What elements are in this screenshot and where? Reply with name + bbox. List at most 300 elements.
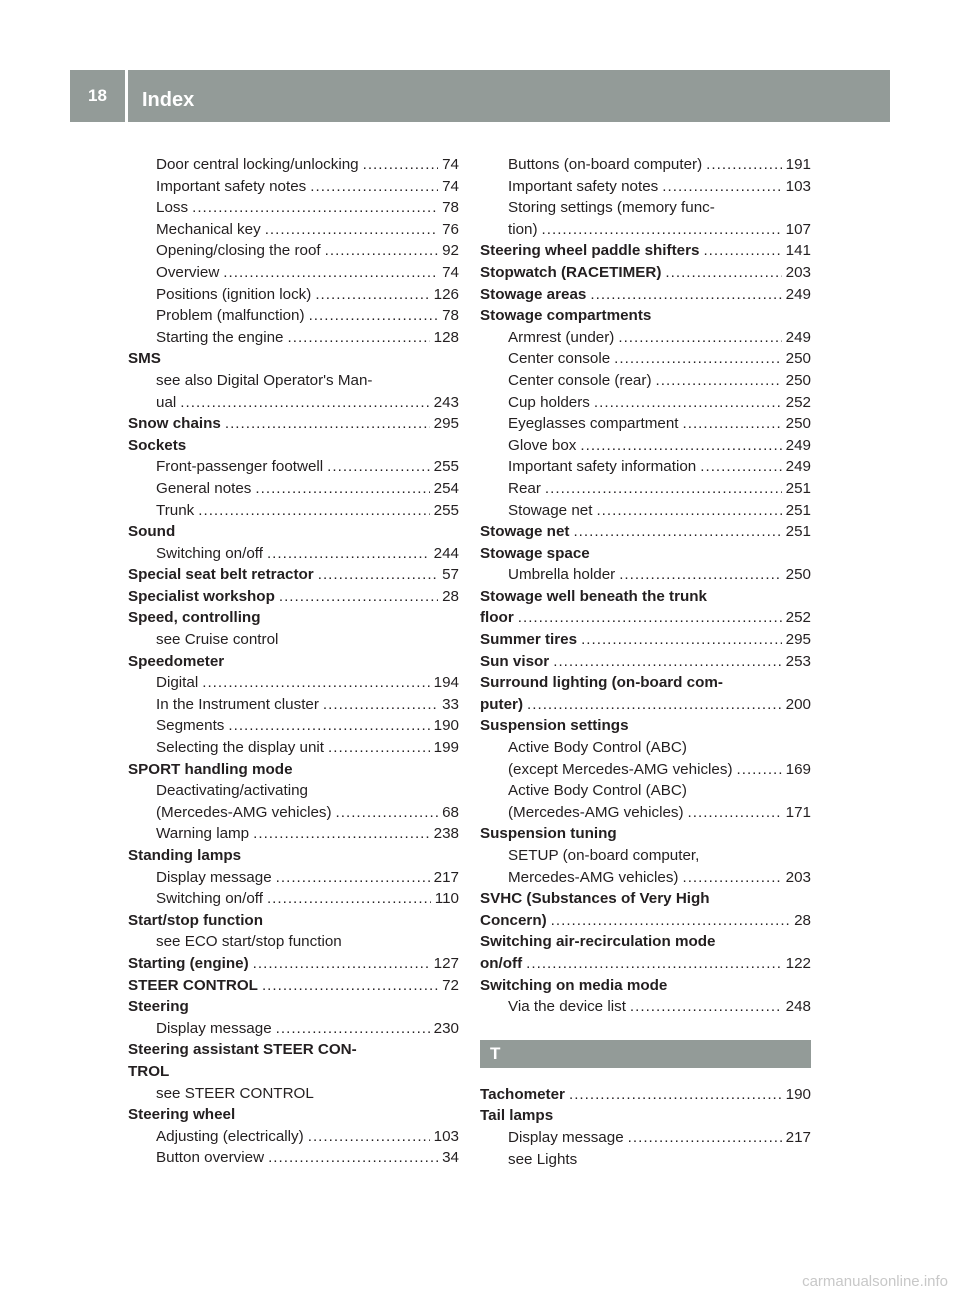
entry-label: Problem (malfunction) <box>156 307 305 325</box>
entry-label: on/off <box>480 954 523 972</box>
index-entry <box>480 672 811 694</box>
entry-label: Active Body Control (ABC) <box>508 739 687 757</box>
entry-label: SETUP (on-board computer, <box>508 847 700 864</box>
entry-label: Loss <box>156 199 189 217</box>
entry-label: Active Body Control (ABC) <box>508 782 687 800</box>
dot-leader <box>665 262 781 284</box>
entry-page-number: 68 <box>442 803 459 821</box>
dot-leader <box>225 413 430 435</box>
entry-label: SPORT handling mode <box>128 760 293 778</box>
dot-leader <box>706 154 781 176</box>
entry-page-number: 255 <box>433 501 459 519</box>
index-entry <box>128 305 459 327</box>
entry-label: Important safety information <box>508 458 697 476</box>
entry-page-number: 250 <box>785 415 811 433</box>
entry-label: Warning lamp <box>156 825 250 843</box>
page-number: 18 <box>88 86 107 105</box>
index-entry <box>128 240 459 262</box>
entry-page-number: 238 <box>433 825 459 843</box>
index-entry <box>480 262 811 284</box>
dot-leader <box>662 176 781 198</box>
entry-label: Center console (rear) <box>508 371 652 389</box>
entry-page-number: 57 <box>442 566 459 584</box>
entry-label: Tail lamps <box>480 1107 554 1125</box>
index-entry <box>128 413 459 435</box>
entry-page-number: 103 <box>433 1127 459 1145</box>
index-entry <box>128 521 459 543</box>
dot-leader <box>325 240 438 262</box>
index-entry <box>128 780 459 802</box>
dot-leader <box>328 737 430 759</box>
index-entry <box>480 284 811 306</box>
entry-label: Via the device list <box>508 998 626 1016</box>
entry-page-number: 128 <box>433 328 459 346</box>
dot-leader <box>630 996 782 1018</box>
entry-label: Center console <box>508 350 611 368</box>
index-entry <box>128 910 459 932</box>
index-entry <box>480 521 811 543</box>
page-header <box>70 70 890 122</box>
entry-label: Sockets <box>128 436 187 454</box>
dot-leader <box>737 759 782 781</box>
index-entry <box>480 478 811 500</box>
dot-leader <box>688 802 782 824</box>
entry-page-number: 249 <box>785 285 811 303</box>
entry-label: Switching on/off <box>156 890 263 908</box>
index-entry <box>128 564 459 586</box>
dot-leader <box>551 910 790 932</box>
dot-leader <box>315 284 429 306</box>
entry-label: Segments <box>156 717 225 735</box>
entry-label: Standing lamps <box>128 847 242 864</box>
entry-label: Tachometer <box>480 1085 565 1103</box>
index-entry <box>128 737 459 759</box>
entry-label: Stowage compartments <box>480 307 652 325</box>
entry-page-number: 251 <box>785 523 811 541</box>
entry-page-number: 126 <box>433 285 459 303</box>
dot-leader <box>253 823 430 845</box>
index-entry <box>128 154 459 176</box>
dot-leader <box>323 694 438 716</box>
dot-leader <box>318 564 438 586</box>
index-entry <box>480 327 811 349</box>
entry-label: floor <box>480 609 514 627</box>
entry-page-number: 92 <box>442 242 459 260</box>
entry-label: Stopwatch (RACETIMER) <box>480 263 662 281</box>
entry-page-number: 78 <box>442 307 459 325</box>
entry-page-number: 255 <box>433 458 459 476</box>
entry-page-number: 249 <box>785 458 811 476</box>
dot-leader <box>614 348 782 370</box>
entry-page-number: 249 <box>785 436 811 454</box>
index-entry <box>480 456 811 478</box>
entry-label: Switching on media mode <box>480 976 668 994</box>
header-divider <box>125 70 128 122</box>
index-entry <box>480 392 811 414</box>
entry-page-number: 243 <box>433 393 459 411</box>
entry-page-number: 253 <box>785 652 811 670</box>
index-entry <box>128 975 459 997</box>
dot-leader <box>628 1127 782 1149</box>
index-entry <box>128 176 459 198</box>
dot-leader <box>309 305 439 327</box>
dot-leader <box>590 284 781 306</box>
dot-leader <box>700 456 781 478</box>
entry-page-number: 244 <box>433 544 459 562</box>
index-entry <box>480 1127 811 1149</box>
dot-leader <box>594 392 782 414</box>
index-entry <box>128 651 459 673</box>
index-entry <box>480 910 811 932</box>
entry-page-number: 72 <box>442 976 459 994</box>
index-entry <box>128 1061 459 1083</box>
index-entry <box>480 176 811 198</box>
entry-label: Concern) <box>480 911 547 929</box>
entry-label: Selecting the display unit <box>156 739 325 757</box>
entry-label: Suspension settings <box>480 717 629 735</box>
entry-page-number: 203 <box>785 263 811 281</box>
dot-leader <box>581 629 782 651</box>
entry-label: Cup holders <box>508 393 590 411</box>
index-entry <box>480 543 811 565</box>
entry-label: Steering <box>128 998 189 1016</box>
entry-page-number: 171 <box>785 803 811 821</box>
index-entry <box>128 543 459 565</box>
index-entry <box>480 413 811 435</box>
dot-leader <box>553 651 781 673</box>
entry-label: Steering wheel paddle shifters <box>480 242 700 260</box>
entry-label: see also Digital Operator's Man- <box>156 371 373 389</box>
entry-page-number: 190 <box>433 717 459 735</box>
index-entry <box>128 392 459 414</box>
index-entry <box>128 931 459 953</box>
entry-page-number: 252 <box>785 609 811 627</box>
dot-leader <box>310 176 438 198</box>
index-entry <box>128 1147 459 1169</box>
index-entry <box>128 1083 459 1105</box>
index-entry <box>480 348 811 370</box>
index-entries-right <box>480 154 811 1018</box>
index-entry <box>480 780 811 802</box>
entry-page-number: 169 <box>785 760 811 778</box>
entry-label: Stowage net <box>480 523 570 541</box>
index-entry <box>128 197 459 219</box>
entry-label: Important safety notes <box>156 177 307 195</box>
index-entry <box>480 1084 811 1106</box>
index-entry <box>480 305 811 327</box>
index-entry <box>128 586 459 608</box>
index-entry <box>480 500 811 522</box>
entry-label: Starting the engine <box>156 328 284 346</box>
entry-page-number: 295 <box>433 415 459 433</box>
dot-leader <box>288 327 430 349</box>
dot-leader <box>618 327 781 349</box>
entry-label: see Cruise control <box>156 631 279 649</box>
entry-label: Adjusting (electrically) <box>156 1127 304 1145</box>
index-entry <box>128 802 459 824</box>
entry-page-number: 122 <box>785 954 811 972</box>
entry-label: Stowage areas <box>480 285 587 303</box>
entry-page-number: 34 <box>442 1149 459 1167</box>
index-entry <box>480 564 811 586</box>
entry-label: SMS <box>128 350 161 368</box>
entry-label: Important safety notes <box>508 177 659 195</box>
index-entry <box>128 370 459 392</box>
entry-label: Umbrella holder <box>508 566 616 584</box>
dot-leader <box>267 543 430 565</box>
index-entry <box>480 888 811 910</box>
dot-leader <box>336 802 439 824</box>
entry-label: Stowage net <box>508 501 593 519</box>
dot-leader <box>279 586 438 608</box>
index-entry <box>128 327 459 349</box>
index-entry <box>128 435 459 457</box>
entry-label: see Lights <box>508 1150 578 1168</box>
dot-leader <box>265 219 438 241</box>
entry-label: Overview <box>156 263 220 281</box>
dot-leader <box>682 867 781 889</box>
dot-leader <box>569 1084 782 1106</box>
entry-label: Digital <box>156 674 199 692</box>
entry-label: puter) <box>480 695 524 713</box>
entry-label: Positions (ignition lock) <box>156 285 312 303</box>
entry-label: Glove box <box>508 436 577 454</box>
entry-label: Surround lighting (on-board com- <box>480 674 723 692</box>
entry-page-number: 217 <box>785 1128 811 1146</box>
index-entry <box>128 348 459 370</box>
dot-leader <box>542 219 782 241</box>
entry-page-number: 76 <box>442 220 459 238</box>
index-entry <box>480 759 811 781</box>
index-entry <box>128 1039 459 1061</box>
entry-page-number: 110 <box>434 890 459 908</box>
index-entry <box>480 1149 811 1171</box>
entry-page-number: 248 <box>785 998 811 1016</box>
entry-page-number: 230 <box>433 1019 459 1037</box>
entry-label: (except Mercedes-AMG vehicles) <box>508 760 733 778</box>
index-entry <box>480 629 811 651</box>
entry-label: Specialist workshop <box>128 587 275 605</box>
dot-leader <box>363 154 438 176</box>
entry-page-number: 250 <box>785 350 811 368</box>
entry-page-number: 33 <box>442 695 459 713</box>
index-entry <box>480 953 811 975</box>
entry-label: Buttons (on-board computer) <box>508 156 703 173</box>
dot-leader <box>573 521 781 543</box>
dot-leader <box>223 262 438 284</box>
index-entry <box>480 154 811 176</box>
dot-leader <box>683 413 782 435</box>
entry-label: Switching air-recirculation mode <box>480 933 716 951</box>
index-entry <box>128 1126 459 1148</box>
dot-leader <box>527 694 782 716</box>
index-entry <box>128 672 459 694</box>
index-entry <box>480 823 811 845</box>
entry-page-number: 194 <box>433 674 459 692</box>
entry-label: Start/stop function <box>128 911 263 929</box>
index-entry <box>128 262 459 284</box>
entry-page-number: 74 <box>442 177 459 195</box>
entry-label: Summer tires <box>480 631 578 649</box>
entry-label: TROL <box>128 1062 170 1080</box>
index-entry <box>480 435 811 457</box>
entry-page-number: 191 <box>785 156 811 173</box>
entry-label: Stowage space <box>480 544 590 562</box>
entry-page-number: 74 <box>442 263 459 281</box>
index-entries-t <box>480 1084 811 1170</box>
entry-page-number: 103 <box>785 177 811 195</box>
entry-label: Suspension tuning <box>480 825 617 843</box>
dot-leader <box>228 715 429 737</box>
index-entry <box>128 500 459 522</box>
index-entry <box>128 219 459 241</box>
entry-label: (Mercedes-AMG vehicles) <box>508 803 684 821</box>
index-entry <box>128 953 459 975</box>
entry-page-number: 190 <box>785 1085 811 1103</box>
index-entry <box>480 1105 811 1127</box>
dot-leader <box>308 1126 430 1148</box>
entry-page-number: 217 <box>433 868 459 886</box>
entry-label: Opening/closing the roof <box>156 242 321 260</box>
entry-label: Snow chains <box>128 415 221 433</box>
dot-leader <box>327 456 430 478</box>
entry-label: Mercedes-AMG vehicles) <box>508 868 679 886</box>
entry-label: see STEER CONTROL <box>156 1084 314 1102</box>
dot-leader <box>255 478 429 500</box>
entry-label: ual <box>156 393 177 411</box>
entry-page-number: 199 <box>433 739 459 757</box>
entry-label: Speed, controlling <box>128 609 261 627</box>
entry-label: Steering wheel <box>128 1106 236 1124</box>
index-entry <box>480 867 811 889</box>
entry-label: Speedometer <box>128 652 225 670</box>
dot-leader <box>619 564 781 586</box>
entry-page-number: 295 <box>785 631 811 649</box>
dot-leader <box>276 1018 430 1040</box>
section-header-t: T <box>480 1040 811 1068</box>
index-entry <box>128 1104 459 1126</box>
dot-leader <box>596 500 781 522</box>
entry-label: Mechanical key <box>156 220 261 238</box>
entry-label: Display message <box>156 868 272 886</box>
entry-label: Switching on/off <box>156 544 263 562</box>
entry-label: Sun visor <box>480 652 550 670</box>
index-entry <box>128 867 459 889</box>
entry-label: Starting (engine) <box>128 954 249 972</box>
dot-leader <box>192 197 438 219</box>
index-column-left <box>128 154 459 1169</box>
entry-label: Armrest (under) <box>508 328 615 346</box>
entry-page-number: 200 <box>785 695 811 713</box>
index-column-right <box>480 154 811 1170</box>
entry-label: Rear <box>508 479 541 497</box>
page-title: Index <box>142 89 195 111</box>
index-entry <box>128 629 459 651</box>
dot-leader <box>545 478 782 500</box>
entry-label: Front-passenger footwell <box>156 458 324 476</box>
index-entry <box>128 694 459 716</box>
index-entry <box>480 240 811 262</box>
index-entry <box>128 284 459 306</box>
index-entry <box>480 370 811 392</box>
entry-page-number: 251 <box>785 479 811 497</box>
entry-label: Door central locking/unlocking <box>156 156 359 173</box>
index-entry <box>480 197 811 219</box>
index-entry <box>128 759 459 781</box>
index-entry <box>480 845 811 867</box>
entry-page-number: 250 <box>785 371 811 389</box>
entry-page-number: 28 <box>442 587 459 605</box>
entry-label: SVHC (Substances of Very High <box>480 890 710 908</box>
entry-label: General notes <box>156 479 252 497</box>
entry-label: Button overview <box>156 1149 265 1167</box>
dot-leader <box>262 975 438 997</box>
index-entry <box>480 694 811 716</box>
entry-page-number: 141 <box>785 242 811 260</box>
dot-leader <box>703 240 781 262</box>
entry-label: Sound <box>128 523 176 541</box>
entry-label: STEER CONTROL <box>128 976 258 994</box>
entry-label: tion) <box>508 220 538 238</box>
entry-label: Eyeglasses compartment <box>508 415 679 433</box>
index-entry <box>480 586 811 608</box>
entry-page-number: 250 <box>785 566 811 584</box>
index-entry <box>480 975 811 997</box>
entry-page-number: 28 <box>794 911 811 929</box>
dot-leader <box>656 370 782 392</box>
dot-leader <box>268 1147 438 1169</box>
index-entry <box>480 607 811 629</box>
entry-page-number: 203 <box>785 868 811 886</box>
index-entry <box>480 996 811 1018</box>
index-entry <box>480 715 811 737</box>
entry-label: Storing settings (memory func- <box>508 199 715 217</box>
index-entry <box>128 607 459 629</box>
entry-label: Steering assistant STEER CON- <box>128 1041 357 1059</box>
entry-label: Special seat belt retractor <box>128 566 314 584</box>
entry-label: Stowage well beneath the trunk <box>480 587 708 605</box>
dot-leader <box>580 435 781 457</box>
dot-leader <box>267 888 431 910</box>
entry-page-number: 74 <box>442 156 459 173</box>
entry-label: see ECO start/stop function <box>156 933 342 951</box>
dot-leader <box>276 867 430 889</box>
index-entry <box>480 651 811 673</box>
entry-page-number: 252 <box>785 393 811 411</box>
index-entry <box>128 1018 459 1040</box>
index-entry <box>480 219 811 241</box>
entry-label: In the Instrument cluster <box>156 695 319 713</box>
entry-page-number: 107 <box>785 220 811 238</box>
dot-leader <box>180 392 429 414</box>
entry-label: Deactivating/activating <box>156 782 308 800</box>
dot-leader <box>253 953 430 975</box>
entry-page-number: 251 <box>785 501 811 519</box>
dot-leader <box>526 953 781 975</box>
index-entry <box>128 715 459 737</box>
index-entry <box>128 845 459 867</box>
index-entry <box>128 456 459 478</box>
index-entry <box>128 996 459 1018</box>
entry-page-number: 254 <box>433 479 459 497</box>
entry-page-number: 127 <box>433 954 459 972</box>
index-entry <box>480 737 811 759</box>
entry-label: Trunk <box>156 501 195 519</box>
entry-page-number: 249 <box>785 328 811 346</box>
dot-leader <box>518 607 782 629</box>
index-entry <box>128 823 459 845</box>
entry-page-number: 78 <box>442 199 459 217</box>
